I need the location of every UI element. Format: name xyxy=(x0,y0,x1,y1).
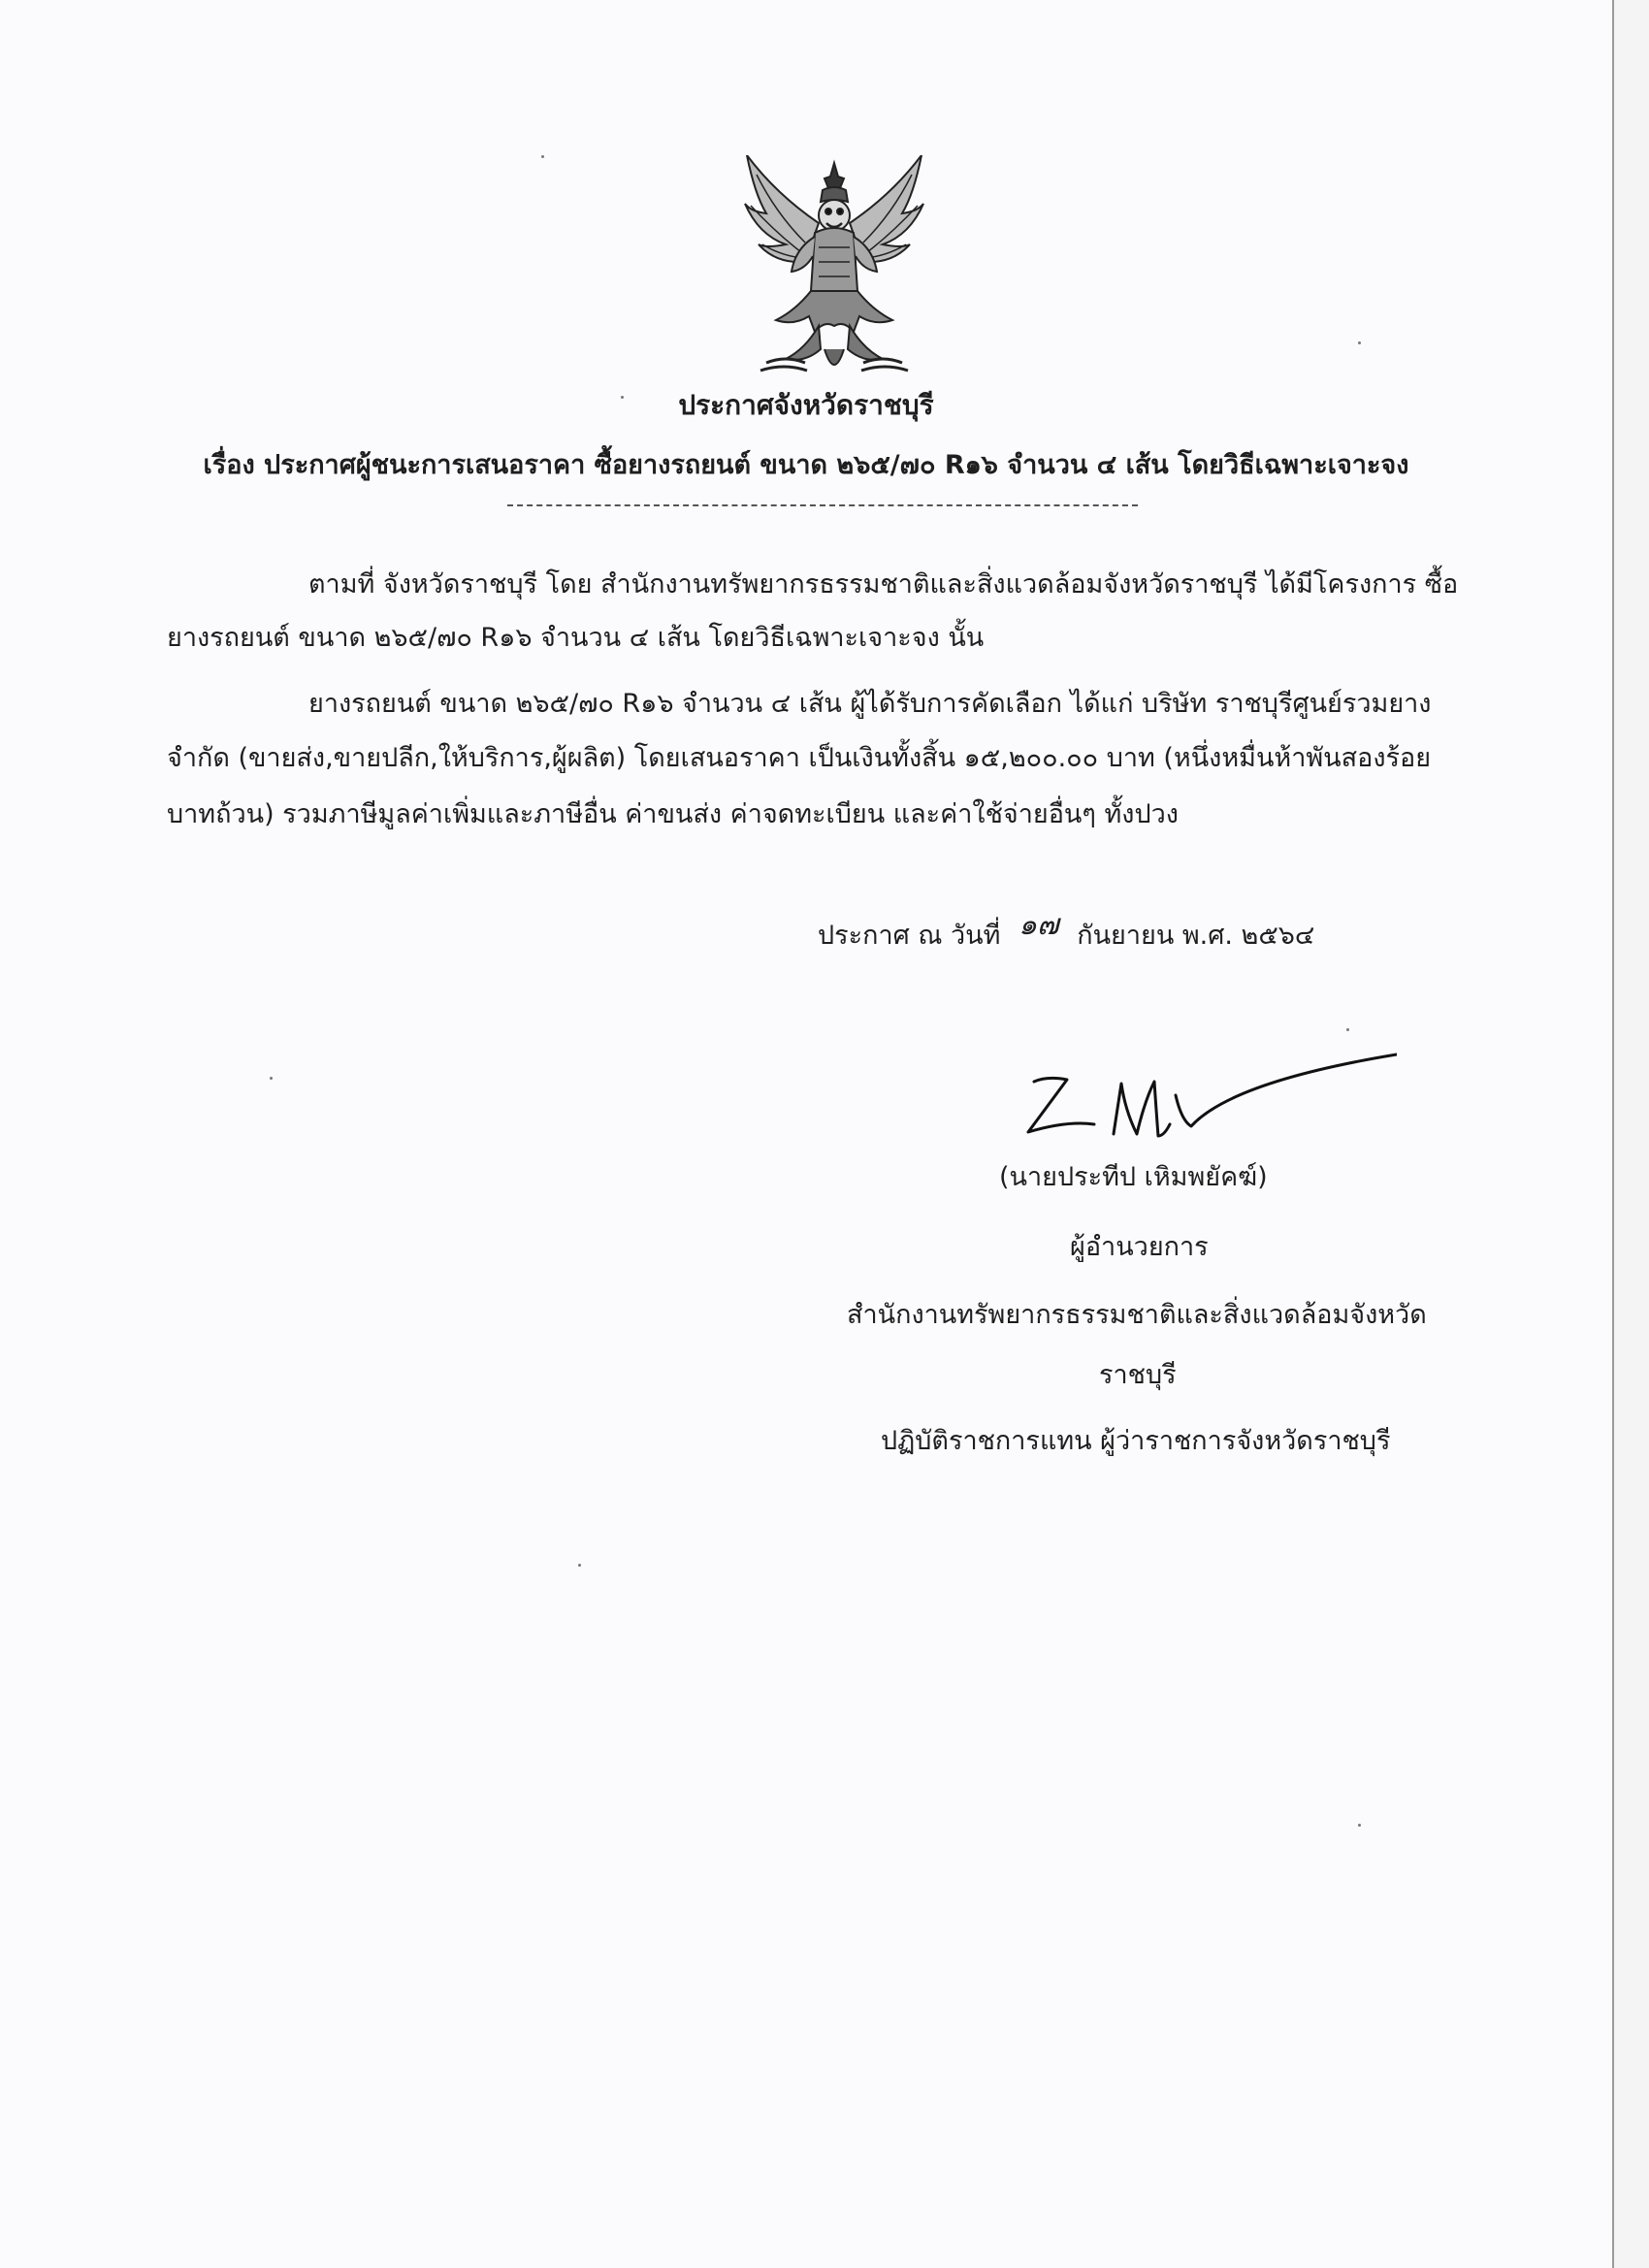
scan-speck xyxy=(1358,1824,1361,1827)
signatory-office-line2: ราชบุรี xyxy=(1099,1360,1177,1390)
signatory-office-line1: สำนักงานทรัพยากรธรรมชาติและสิ่งแวดล้อมจังหวัด xyxy=(847,1300,1427,1330)
announcement-title: ประกาศจังหวัดราชบุรี xyxy=(678,389,934,421)
scan-speck xyxy=(621,396,624,399)
paragraph1-line1: ตามที่ จังหวัดราชบุรี โดย สำนักงานทรัพยากรธรรมชาติและสิ่งแวดล้อมจังหวัดราชบุรี ได้มีโครงการ ซื้อ xyxy=(308,569,1459,599)
signatory-position: ผู้อำนวยการ xyxy=(1070,1232,1209,1262)
scan-speck xyxy=(578,1564,581,1567)
garuda-emblem-icon xyxy=(737,155,931,383)
scan-edge xyxy=(1612,0,1649,2268)
signatory-acting-for: ปฏิบัติราชการแทน ผู้ว่าราชการจังหวัดราชบุรี xyxy=(881,1426,1391,1456)
signatory-name: (นายประทีป เหิมพยัคฆ์) xyxy=(999,1162,1268,1192)
scan-speck xyxy=(1346,1028,1349,1031)
announcement-subject: เรื่อง ประกาศผู้ชนะการเสนอราคา ซื้อยางรถยนต์ ขนาด ๒๖๕/๗๐ R๑๖ จำนวน ๔ เส้น โดยวิธีเฉพาะเจาะจง xyxy=(203,450,1409,480)
scan-speck xyxy=(541,155,544,158)
paragraph1-line2: ยางรถยนต์ ขนาด ๒๖๕/๗๐ R๑๖ จำนวน ๔ เส้น โดยวิธีเฉพาะเจาะจง นั้น xyxy=(167,623,985,653)
scan-speck xyxy=(1358,341,1361,344)
date-prefix: ประกาศ ณ วันที่ xyxy=(818,921,1001,951)
paragraph2-line3: บาทถ้วน) รวมภาษีมูลค่าเพิ่มและภาษีอื่น ค่าขนส่ง ค่าจดทะเบียน และค่าใช้จ่ายอื่นๆ ทั้งปวง xyxy=(167,799,1179,829)
date-line xyxy=(818,908,1315,954)
separator-rule xyxy=(507,504,1138,506)
paragraph2-line2: จำกัด (ขายส่ง,ขายปลีก,ให้บริการ,ผู้ผลิต) โดยเสนอราคา เป็นเงินทั้งสิ้น ๑๕,๒๐๐.๐๐ บาท (หนึ่งหมื่นห้าพันสองร้อย xyxy=(167,743,1432,773)
date-day-handwritten: ๑๗ xyxy=(1018,908,1059,942)
scan-speck xyxy=(270,1077,273,1080)
signature-icon xyxy=(1009,1043,1397,1140)
date-suffix: กันยายน พ.ศ. ๒๕๖๔ xyxy=(1077,921,1315,951)
paragraph2-line1: ยางรถยนต์ ขนาด ๒๖๕/๗๐ R๑๖ จำนวน ๔ เส้น ผู้ได้รับการคัดเลือก ได้แก่ บริษัท ราชบุรีศูนย์รวมยาง xyxy=(308,689,1432,719)
